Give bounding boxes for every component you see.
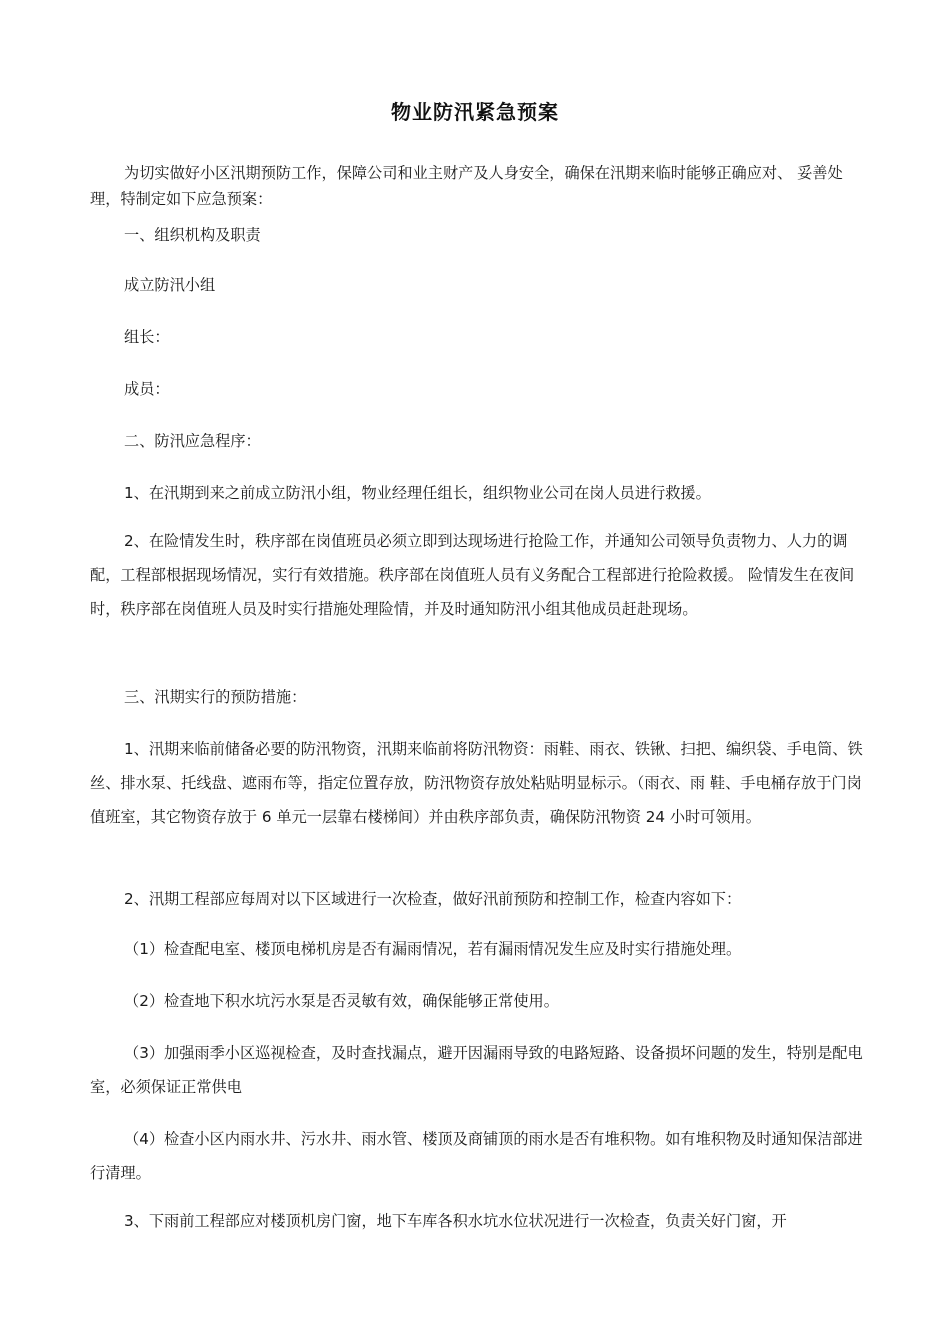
s3-item2: 2、汛期工程部应每周对以下区域进行一次检查，做好汛前预防和控制工作，检查内容如下： [124,890,742,908]
s3-item3: 3、下雨前工程部应对楼顶机房门窗，地下车库各积水坑水位状况进行一次检查，负责关好门窗，开 [124,1212,787,1230]
intro-paragraph: 为切实做好小区汛期预防工作，保障公司和业主财产及人身安全，确保在汛期来临时能够正确应对、 妥善处理，特制定如下应急预案： [90,164,843,208]
s2-item1: 1、在汛期到来之前成立防汛小组，物业经理任组长，组织物业公司在岗人员进行救援。 [124,484,711,502]
section2-heading: 二、防汛应急程序： [124,432,261,450]
check-item-3: （3）加强雨季小区巡视检查，及时查找漏点，避开因漏雨导致的电路短路、设备损坏问题的发生，特别是配电室，必须保证正常供电 [90,1044,863,1096]
check-item-2: （2）检查地下积水坑污水泵是否灵敏有效，确保能够正常使用。 [124,992,559,1010]
leader-label: 组长： [124,328,170,346]
section1-heading: 一、组织机构及职责 [124,226,261,244]
section3-heading: 三、汛期实行的预防措施： [124,688,307,706]
s3-item1: 1、汛期来临前储备必要的防汛物资，汛期来临前将防汛物资：雨鞋、雨衣、铁锹、扫把、编织袋、手电筒、铁丝、排水泵、托线盘、遮雨布等，指定位置存放，防汛物资存放处粘贴明显标示。（雨衣、雨 鞋、手电桶存放于门岗值班室，其它物资存放于 6 单元一层靠右楼梯间）并由秩序部负责，确保防汛物资 24 小时可领用。 [90,740,863,826]
s2-item2: 2、在险情发生时，秩序部在岗值班员必须立即到达现场进行抢险工作，并通知公司领导负责物力、人力的调配，工程部根据现场情况，实行有效措施。秩序部在岗值班人员有义务配合工程部进行抢险救援。 险情发生在夜间时，秩序部在岗值班人员及时实行措施处理险情，并及时通知防汛小组其他成员赶赴现场。 [90,532,855,618]
group-establish-text: 成立防汛小组 [124,276,216,294]
check-item-1: （1）检查配电室、楼顶电梯机房是否有漏雨情况，若有漏雨情况发生应及时实行措施处理。 [124,940,742,958]
check-item-4: （4）检查小区内雨水井、污水井、雨水管、楼顶及商铺顶的雨水是否有堆积物。如有堆积物及时通知保洁部进行清理。 [90,1130,863,1182]
document-title: 物业防汛紧急预案 [391,100,559,124]
member-label: 成员： [124,380,170,398]
